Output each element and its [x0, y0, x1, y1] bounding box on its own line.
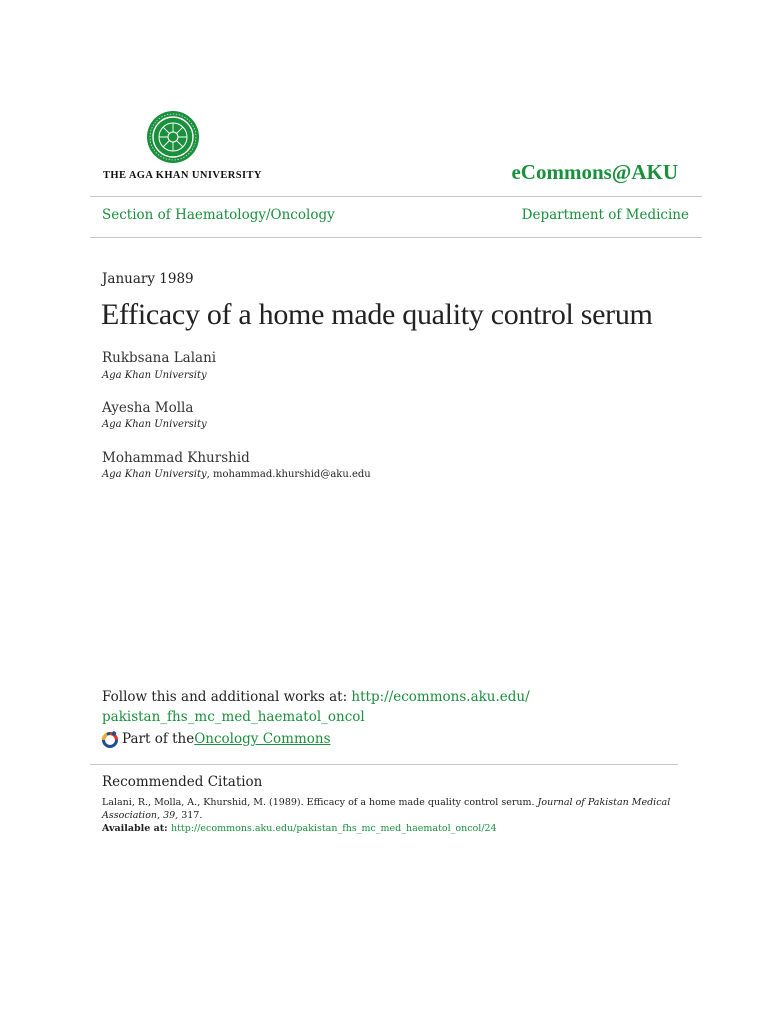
author-name: Mohammad Khurshid: [102, 450, 250, 466]
article-title: Efficacy of a home made quality control serum: [101, 298, 653, 331]
part-of-prefix: Part of the: [122, 731, 195, 747]
university-seal-logo-icon: [146, 110, 200, 164]
citation-text: [102, 796, 672, 822]
citation-journal: Journal of Pakistan Medical Association, 39,: [102, 797, 671, 821]
ecommons-site-link[interactable]: eCommons@AKU: [511, 160, 678, 184]
author-affiliation: Aga Khan University: [102, 370, 207, 381]
citation-pages: 317.: [178, 810, 203, 821]
part-of-line: [101, 730, 331, 748]
university-name: THE AGA KHAN UNIVERSITY: [103, 170, 262, 181]
bepress-network-icon: [101, 730, 119, 748]
follow-line: [102, 689, 530, 705]
section-link[interactable]: Section of Haematology/Oncology: [102, 207, 335, 223]
department-link[interactable]: Department of Medicine: [521, 207, 689, 223]
publication-date: January 1989: [102, 271, 194, 287]
author-name: Ayesha Molla: [102, 400, 194, 416]
follow-prefix: Follow this and additional works at:: [102, 689, 352, 705]
follow-url-link-continued[interactable]: pakistan_fhs_mc_med_haematol_oncol: [102, 709, 365, 725]
author-affiliation-line: Aga Khan University, mohammad.khurshid@aku.edu: [102, 469, 371, 480]
citation-divider: [90, 764, 678, 765]
author-affiliation: Aga Khan University: [102, 469, 207, 480]
author-name: Rukbsana Lalani: [102, 350, 217, 366]
citation-main: Lalani, R., Molla, A., Khurshid, M. (1989). Efficacy of a home made quality control serum.: [102, 797, 538, 808]
header-divider: [90, 196, 702, 197]
nav-divider: [90, 237, 702, 238]
author-email: mohammad.khurshid@aku.edu: [213, 469, 371, 480]
oncology-commons-link[interactable]: Oncology Commons: [194, 731, 331, 747]
available-at-line: [102, 823, 497, 834]
available-label: Available at:: [102, 823, 171, 834]
citation-heading: Recommended Citation: [102, 774, 263, 790]
available-url-link[interactable]: http://ecommons.aku.edu/pakistan_fhs_mc_med_haematol_oncol/24: [171, 823, 497, 834]
follow-url-link[interactable]: http://ecommons.aku.edu/: [351, 689, 530, 705]
author-affiliation: Aga Khan University: [102, 419, 207, 430]
